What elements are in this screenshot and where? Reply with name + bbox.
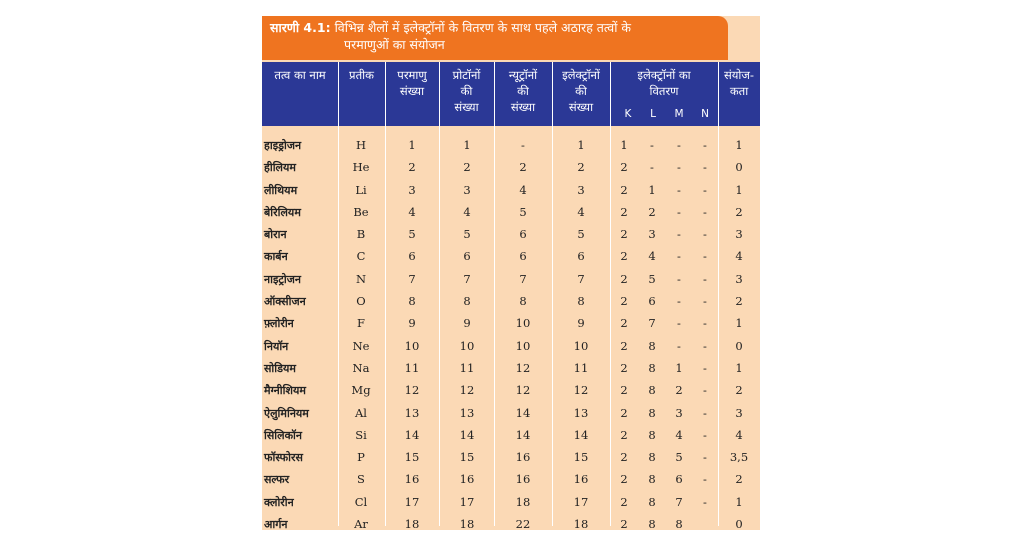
table-row <box>262 224 760 246</box>
cell-atomic: 1 <box>408 138 416 152</box>
cell-protons: 4 <box>463 204 471 219</box>
cell-m: - <box>677 316 681 331</box>
cell-m: - <box>677 182 681 197</box>
cell-atomic: 2 <box>408 160 416 175</box>
cell-k: 2 <box>620 427 628 442</box>
cell-n: - <box>703 182 707 197</box>
cell-neutrons: 6 <box>519 249 527 264</box>
cell-m: - <box>677 338 681 353</box>
cell-k: 2 <box>620 249 628 264</box>
cell-l: 8 <box>648 472 656 487</box>
cell-k: 2 <box>620 405 628 420</box>
cell-symbol: O <box>356 294 366 309</box>
cell-k: 2 <box>620 338 628 353</box>
cell-name: कार्बन <box>264 250 288 264</box>
cell-protons: 2 <box>463 160 471 175</box>
cell-neutrons: 7 <box>519 271 527 286</box>
header-electrons: इलेक्ट्रॉनों की संख्या <box>562 68 600 114</box>
cell-neutrons: 8 <box>519 294 527 309</box>
cell-m: - <box>677 249 681 264</box>
cell-symbol: Li <box>355 182 367 197</box>
header-neutrons: न्यूट्रॉनों की संख्या <box>508 68 538 114</box>
cell-n: - <box>703 494 707 509</box>
cell-atomic: 16 <box>404 472 420 487</box>
cell-atomic: 11 <box>404 360 420 375</box>
cell-valency: 1 <box>735 494 743 509</box>
cell-atomic: 18 <box>404 517 420 532</box>
table-row <box>262 358 760 380</box>
cell-n: - <box>703 294 707 309</box>
header-valency: संयोज- कता <box>723 68 755 98</box>
cell-valency: 1 <box>735 182 743 197</box>
cell-valency: 1 <box>735 360 743 375</box>
cell-electrons: 6 <box>577 249 585 264</box>
title-line-1: विभिन्न शैलों में इलेक्ट्रॉनों के वितरण के साथ पहले अठारह तत्वों के <box>334 20 632 35</box>
cell-n: - <box>703 450 707 465</box>
cell-electrons: 11 <box>573 360 589 375</box>
cell-valency: 4 <box>735 249 743 264</box>
cell-n: - <box>703 383 707 398</box>
cell-protons: 18 <box>459 517 475 532</box>
cell-symbol: B <box>356 227 366 242</box>
table-row <box>262 180 760 202</box>
cell-electrons: 7 <box>577 271 585 286</box>
cell-valency: 0 <box>735 338 743 353</box>
cell-valency: 1 <box>735 138 743 152</box>
table-row <box>262 202 760 224</box>
table-body <box>262 135 760 536</box>
cell-electrons: 12 <box>573 383 589 398</box>
cell-symbol: Mg <box>351 383 371 398</box>
cell-protons: 11 <box>459 360 475 375</box>
cell-m: 6 <box>675 472 683 487</box>
cell-protons: 7 <box>463 271 471 286</box>
cell-protons: 16 <box>459 472 475 487</box>
cell-symbol: F <box>357 316 365 331</box>
cell-neutrons: 10 <box>515 338 531 353</box>
cell-n: - <box>703 405 707 420</box>
cell-atomic: 3 <box>408 182 416 197</box>
cell-k: 2 <box>620 494 628 509</box>
cell-l: 6 <box>648 294 656 309</box>
cell-neutrons: 16 <box>515 450 531 465</box>
cell-k: 2 <box>620 316 628 331</box>
cell-l: 4 <box>648 249 656 264</box>
cell-l: 8 <box>648 405 656 420</box>
cell-n: - <box>703 160 707 175</box>
cell-name: ऐलुमिनियम <box>264 406 309 420</box>
cell-name: सिलिकॉन <box>264 428 302 442</box>
cell-electrons: 1 <box>577 138 585 152</box>
cell-l: 2 <box>648 204 656 219</box>
table-row <box>262 380 760 402</box>
cell-symbol: P <box>357 450 365 465</box>
cell-neutrons: 22 <box>515 517 531 532</box>
cell-l: 7 <box>648 316 656 331</box>
cell-symbol: N <box>355 271 367 286</box>
cell-electrons: 10 <box>573 338 589 353</box>
table-row <box>262 492 760 514</box>
cell-name: मैग्नीशियम <box>264 384 306 398</box>
cell-atomic: 9 <box>408 316 416 331</box>
cell-symbol: Ne <box>352 338 370 353</box>
cell-k: 2 <box>620 472 628 487</box>
cell-m: 2 <box>675 383 683 398</box>
table-row <box>262 269 760 291</box>
cell-name: हाइड्रोजन <box>264 139 302 152</box>
cell-name: सल्फर <box>264 473 290 487</box>
cell-neutrons: 4 <box>519 182 527 197</box>
cell-symbol: C <box>356 249 366 264</box>
cell-n: - <box>703 360 707 375</box>
cell-electrons: 2 <box>577 160 585 175</box>
cell-symbol: Be <box>353 204 369 219</box>
cell-atomic: 4 <box>408 204 416 219</box>
cell-valency: 4 <box>735 427 743 442</box>
cell-name: आर्गन <box>264 518 288 532</box>
cell-protons: 14 <box>459 427 475 442</box>
cell-atomic: 6 <box>408 249 416 264</box>
cell-l: 8 <box>648 383 656 398</box>
table-row <box>262 135 760 157</box>
cell-m: - <box>677 294 681 309</box>
table-row <box>262 313 760 335</box>
cell-l: 3 <box>648 227 656 242</box>
cell-m: 8 <box>675 517 683 532</box>
cell-protons: 3 <box>463 182 471 197</box>
header-distribution: इलेक्ट्रॉनों का वितरण <box>637 68 691 98</box>
cell-n: - <box>703 427 707 442</box>
cell-name: सोडियम <box>264 361 296 375</box>
cell-atomic: 17 <box>404 494 420 509</box>
cell-valency: 3 <box>735 405 743 420</box>
title-line-2: परमाणुओं का संयोजन <box>344 37 445 52</box>
cell-m: 1 <box>675 360 683 375</box>
header-symbol: प्रतीक <box>349 68 374 82</box>
cell-l: - <box>650 138 654 152</box>
cell-protons: 17 <box>459 494 475 509</box>
cell-l: 8 <box>648 494 656 509</box>
cell-valency: 2 <box>735 294 743 309</box>
cell-neutrons: 10 <box>515 316 531 331</box>
cell-m: - <box>677 271 681 286</box>
cell-electrons: 8 <box>577 294 585 309</box>
cell-symbol: He <box>352 160 370 175</box>
cell-electrons: 18 <box>573 517 589 532</box>
cell-symbol: Si <box>355 427 367 442</box>
cell-protons: 15 <box>459 450 475 465</box>
cell-protons: 6 <box>463 249 471 264</box>
cell-protons: 5 <box>463 227 471 242</box>
table-number: सारणी 4.1: <box>270 20 331 35</box>
cell-atomic: 5 <box>408 227 416 242</box>
cell-neutrons: 16 <box>515 472 531 487</box>
cell-valency: 2 <box>735 204 743 219</box>
cell-atomic: 14 <box>404 427 420 442</box>
cell-n: - <box>703 338 707 353</box>
cell-name: नियॉन <box>264 339 289 353</box>
header-shell-m: M <box>674 108 684 120</box>
cell-l: 8 <box>648 427 656 442</box>
cell-k: 2 <box>620 271 628 286</box>
table-row <box>262 157 760 179</box>
cell-atomic: 10 <box>404 338 420 353</box>
cell-k: 2 <box>620 360 628 375</box>
cell-l: 8 <box>648 360 656 375</box>
cell-atomic: 7 <box>408 271 416 286</box>
cell-protons: 10 <box>459 338 475 353</box>
table-row <box>262 403 760 425</box>
cell-n: - <box>703 227 707 242</box>
table-sheet <box>262 16 760 530</box>
cell-valency: 0 <box>735 160 743 175</box>
cell-electrons: 9 <box>577 316 585 331</box>
cell-name: ऑक्सीजन <box>264 295 306 309</box>
cell-valency: 0 <box>735 517 743 532</box>
cell-protons: 9 <box>463 316 471 331</box>
cell-protons: 12 <box>459 383 475 398</box>
table-row <box>262 291 760 313</box>
cell-k: 2 <box>620 383 628 398</box>
cell-electrons: 5 <box>577 227 585 242</box>
cell-symbol: Al <box>355 405 367 420</box>
cell-valency: 2 <box>735 383 743 398</box>
cell-protons: 8 <box>463 294 471 309</box>
cell-n: - <box>703 316 707 331</box>
cell-symbol: H <box>355 138 367 152</box>
cell-atomic: 8 <box>408 294 416 309</box>
cell-atomic: 13 <box>404 405 420 420</box>
cell-atomic: 15 <box>404 450 420 465</box>
cell-n: - <box>703 472 707 487</box>
header-shell-l: L <box>650 108 656 120</box>
cell-name: बोरान <box>264 228 287 242</box>
table-row <box>262 469 760 491</box>
cell-neutrons: 14 <box>515 427 531 442</box>
cell-n: - <box>703 204 707 219</box>
cell-electrons: 15 <box>573 450 589 465</box>
cell-valency: 1 <box>735 316 743 331</box>
cell-n: - <box>703 271 707 286</box>
header-name: तत्व का नाम <box>274 68 326 82</box>
cell-n: - <box>703 138 707 152</box>
cell-protons: 13 <box>459 405 475 420</box>
cell-l: 8 <box>648 338 656 353</box>
cell-m: 3 <box>675 405 683 420</box>
cell-m: 4 <box>675 427 683 442</box>
cell-electrons: 17 <box>573 494 589 509</box>
cell-l: 8 <box>648 517 656 532</box>
cell-valency: 3,5 <box>729 450 749 465</box>
table-title <box>262 16 728 60</box>
cell-atomic: 12 <box>404 383 420 398</box>
cell-k: 2 <box>620 294 628 309</box>
cell-protons: 1 <box>463 138 471 152</box>
cell-m: 5 <box>675 450 683 465</box>
header-shell-k: K <box>624 108 632 120</box>
cell-k: 2 <box>620 450 628 465</box>
cell-m: - <box>677 160 681 175</box>
cell-symbol: S <box>357 472 365 487</box>
cell-k: 2 <box>620 204 628 219</box>
cell-neutrons: 5 <box>519 204 527 219</box>
cell-electrons: 16 <box>573 472 589 487</box>
cell-k: 2 <box>620 160 628 175</box>
cell-m: - <box>677 138 681 152</box>
cell-neutrons: - <box>521 138 525 152</box>
cell-l: 1 <box>648 182 656 197</box>
cell-k: 2 <box>620 182 628 197</box>
cell-neutrons: 2 <box>519 160 527 175</box>
cell-k: 2 <box>620 517 628 532</box>
cell-l: 5 <box>648 271 656 286</box>
table-row <box>262 246 760 268</box>
cell-electrons: 4 <box>577 204 585 219</box>
cell-name: क्लोरीन <box>264 495 294 509</box>
cell-name: फ़्लोरीन <box>264 317 294 331</box>
cell-symbol: Cl <box>354 494 368 509</box>
cell-m: 7 <box>675 494 683 509</box>
header-shell-n: N <box>701 108 709 120</box>
cell-name: लीथियम <box>264 183 298 197</box>
cell-valency: 3 <box>735 227 743 242</box>
header-atomic-number: परमाणु संख्या <box>397 68 427 98</box>
header-protons: प्रोटॉनों की संख्या <box>452 68 481 114</box>
cell-k: 1 <box>620 138 628 152</box>
cell-valency: 3 <box>735 271 743 286</box>
cell-symbol: Ar <box>354 517 368 532</box>
cell-l: - <box>650 160 654 175</box>
cell-neutrons: 12 <box>515 383 531 398</box>
cell-m: - <box>677 204 681 219</box>
cell-name: फॉस्फोरस <box>264 451 303 465</box>
cell-valency: 2 <box>735 472 743 487</box>
cell-neutrons: 6 <box>519 227 527 242</box>
cell-l: 8 <box>648 450 656 465</box>
table-row <box>262 425 760 447</box>
cell-name: हीलियम <box>264 161 296 175</box>
table-row <box>262 447 760 469</box>
table-row <box>262 336 760 358</box>
cell-n: - <box>703 249 707 264</box>
cell-name: बेरिलियम <box>264 205 301 219</box>
cell-neutrons: 12 <box>515 360 531 375</box>
cell-name: नाइट्रोजन <box>264 272 302 286</box>
cell-neutrons: 14 <box>515 405 531 420</box>
cell-electrons: 3 <box>577 182 585 197</box>
cell-symbol: Na <box>352 360 370 375</box>
cell-electrons: 14 <box>573 427 589 442</box>
cell-k: 2 <box>620 227 628 242</box>
cell-m: - <box>677 227 681 242</box>
cell-neutrons: 18 <box>515 494 531 509</box>
cell-electrons: 13 <box>573 405 589 420</box>
table-row <box>262 514 760 536</box>
